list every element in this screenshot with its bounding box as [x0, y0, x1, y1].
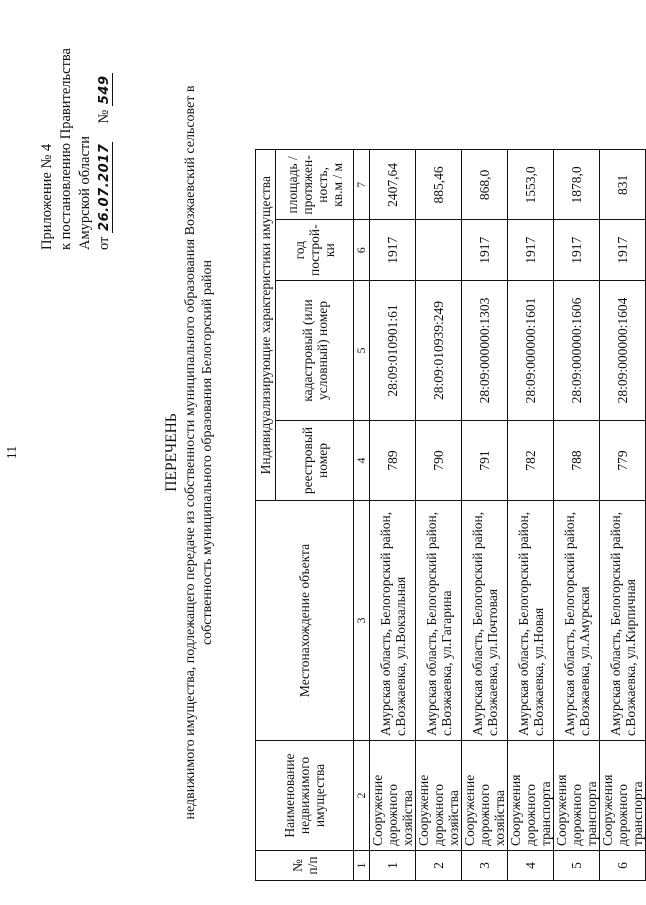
header-area: площадь / протяжен-ность, кв.м / м — [276, 150, 354, 220]
cell-location: Амурская область, Белогорский район, с.Возжаевка, ул.Гагарина — [416, 501, 462, 741]
date-value: 26.07.2017 — [97, 143, 112, 231]
cell-area: 2407,64 — [370, 150, 416, 220]
column-number-row — [354, 150, 370, 881]
appendix-line-1: Приложение № 4 — [39, 143, 55, 250]
subtitle-line-2: собственность муниципального образования Белогорский район — [200, 259, 215, 646]
cell-cadastral-number: 28:09:000000:1303 — [462, 281, 508, 421]
header-characteristics: Индивидуализирующие характеристики имущества — [256, 150, 276, 501]
cell-area: 885,46 — [416, 150, 462, 220]
cell-year — [416, 220, 462, 281]
cell-number: 4 — [508, 851, 554, 881]
cell-registry-number: 790 — [416, 421, 462, 501]
header-number: № п/п — [256, 851, 354, 881]
appendix-date-line — [95, 5, 114, 250]
table-row — [370, 150, 416, 881]
cell-name: Сооружение дорожного хозяйства — [416, 741, 462, 851]
cell-location: Амурская область, Белогорский район, с.Возжаевка, ул.Почтовая — [462, 501, 508, 741]
table-row — [600, 150, 646, 881]
cell-cadastral-number: 28:09:000000:1604 — [600, 281, 646, 421]
table-row — [416, 150, 462, 881]
cell-year: 1917 — [370, 220, 416, 281]
cell-location: Амурская область, Белогорский район, с.Возжаевка, ул.Новая — [508, 501, 554, 741]
column-number: 1 — [354, 851, 370, 881]
cell-name: Сооружение дорожного хозяйства — [462, 741, 508, 851]
cell-year: 1917 — [600, 220, 646, 281]
cell-name: Сооружения дорожного транспорта — [554, 741, 600, 851]
header-registry-number: реестровый номер — [276, 421, 354, 501]
cell-cadastral-number: 28:09:000000:1606 — [554, 281, 600, 421]
cell-registry-number: 788 — [554, 421, 600, 501]
number-value: 549 — [97, 75, 112, 105]
cell-area: 868,0 — [462, 150, 508, 220]
cell-year: 1917 — [554, 220, 600, 281]
document-subtitle — [182, 40, 216, 865]
property-table — [255, 149, 646, 881]
cell-registry-number: 789 — [370, 421, 416, 501]
cell-cadastral-number: 28:09:010901:61 — [370, 281, 416, 421]
cell-area: 1878,0 — [554, 150, 600, 220]
header-cadastral-number: кадастровый (или условный) номер — [276, 281, 354, 421]
column-number: 7 — [354, 150, 370, 220]
column-number: 5 — [354, 281, 370, 421]
date-prefix: от — [96, 236, 112, 250]
cell-registry-number: 779 — [600, 421, 646, 501]
cell-area: 1553,0 — [508, 150, 554, 220]
cell-name: Сооружения дорожного транспорта — [600, 741, 646, 851]
cell-registry-number: 782 — [508, 421, 554, 501]
cell-location: Амурская область, Белогорский район, с.Возжаевка, ул.Кирпичная — [600, 501, 646, 741]
cell-number: 3 — [462, 851, 508, 881]
document-title: ПЕРЕЧЕНЬ — [163, 413, 180, 492]
cell-location: Амурская область, Белогорский район, с.Возжаевка, ул.Вокзальная — [370, 501, 416, 741]
cell-name: Сооружение дорожного хозяйства — [370, 741, 416, 851]
cell-area: 831 — [600, 150, 646, 220]
header-year: год построй-ки — [276, 220, 354, 281]
cell-location: Амурская область, Белогорский район, с.Возжаевка, ул.Амурская — [554, 501, 600, 741]
table-row — [508, 150, 554, 881]
property-table-wrapper — [255, 149, 646, 881]
column-number: 6 — [354, 220, 370, 281]
appendix-line-3: Амурской области — [77, 136, 93, 250]
column-number: 2 — [354, 741, 370, 851]
header-location: Местонахождение объекта — [256, 501, 354, 741]
subtitle-line-1: недвижимого имущества, подлежащего передаче из собственности муниципального образования Возжаевский сельсовет в — [183, 85, 198, 820]
table-row — [554, 150, 600, 881]
column-number: 3 — [354, 501, 370, 741]
header-name: Наименование недвижимого имущества — [256, 741, 354, 851]
cell-cadastral-number: 28:09:010939:249 — [416, 281, 462, 421]
cell-cadastral-number: 28:09:000000:1601 — [508, 281, 554, 421]
cell-number: 2 — [416, 851, 462, 881]
number-prefix: № — [96, 109, 112, 124]
table-body — [354, 150, 646, 881]
appendix-line-2: к постановлению Правительства — [58, 48, 74, 250]
cell-year: 1917 — [462, 220, 508, 281]
page-number: 11 — [5, 445, 20, 460]
cell-number: 5 — [554, 851, 600, 881]
column-number: 4 — [354, 421, 370, 501]
appendix-block — [38, 5, 114, 250]
table-row — [462, 150, 508, 881]
cell-registry-number: 791 — [462, 421, 508, 501]
cell-name: Сооружения дорожного транспорта — [508, 741, 554, 851]
cell-year: 1917 — [508, 220, 554, 281]
cell-number: 1 — [370, 851, 416, 881]
cell-number: 6 — [600, 851, 646, 881]
